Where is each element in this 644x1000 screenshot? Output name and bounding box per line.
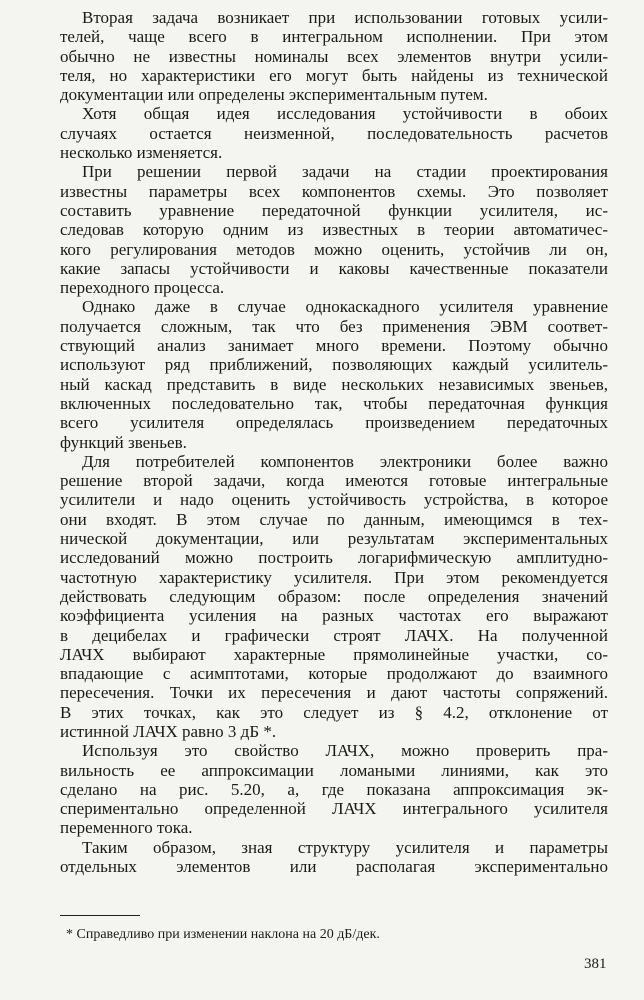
text-line: ствующий анализ занимает много времени. Поэтому обычно	[60, 336, 608, 356]
text-line: исследований можно построить логарифмическую амплитудно-	[60, 548, 608, 568]
text-line: ный каскад представить в виде нескольких независимых звеньев,	[60, 374, 608, 394]
text-line: какие запасы устойчивости и каковы качественные показатели	[60, 258, 608, 278]
text-line: следовав которую одним из известных в теории автоматичес-	[60, 220, 608, 240]
text-line: При решении первой задачи на стадии проектирования	[82, 162, 608, 182]
text-line: впадающие с асимптотами, которые продолжают до взаимного	[60, 664, 608, 684]
text-line: составить уравнение передаточной функции усилителя, ис-	[60, 200, 608, 220]
text-line: отдельных элементов или располагая экспериментально	[60, 857, 608, 877]
text-line: телей, чаще всего в интегральном исполнении. При этом	[60, 27, 608, 47]
footnote-rule	[60, 915, 140, 916]
text-line: Используя это свойство ЛАЧХ, можно проверить пра-	[82, 741, 608, 761]
footnote: * Справедливо при изменении наклона на 20 дБ/дек.	[66, 927, 380, 942]
text-line: обычно не известны номиналы всех элементов внутри усили-	[60, 46, 608, 66]
text-line: теля, но характеристики его могут быть найдены из технической	[60, 65, 608, 85]
text-line: действовать следующим образом: после определения значений	[60, 586, 608, 606]
text-line: Для потребителей компонентов электроники более важно	[82, 451, 608, 471]
text-line: вильность ее аппроксимации ломаными линиями, как это	[60, 760, 608, 780]
text-line: частотную характеристику усилителя. При этом рекомендуется	[60, 567, 608, 587]
text-line: несколько изменяется.	[60, 143, 223, 163]
text-line: документации или определены экспериментальным путем.	[60, 85, 488, 105]
page-number: 381	[584, 956, 607, 972]
text-line: получается сложным, так что без применения ЭВМ соответ-	[60, 316, 608, 336]
text-line: спериментально определенной ЛАЧХ интегрального усилителя	[60, 799, 608, 819]
text-line: Однако даже в случае однокаскадного усилителя уравнение	[82, 297, 608, 317]
text-line: коэффициента усиления на разных частотах его выражают	[60, 606, 608, 626]
text-line: переходного процесса.	[60, 278, 225, 298]
text-line: В этих точках, как это следует из § 4.2, отклонение от	[60, 702, 608, 722]
text-line: включенных последовательно так, чтобы передаточная функция	[60, 393, 608, 413]
text-line: случаях остается неизменной, последовательность расчетов	[60, 123, 608, 143]
text-line: ЛАЧХ выбирают характерные прямолинейные участки, со-	[60, 644, 608, 664]
text-line: известны параметры всех компонентов схемы. Это позволяет	[60, 181, 608, 201]
text-line: они входят. В этом случае по данным, имеющимся в тех-	[60, 509, 608, 529]
text-line: усилители и надо оценить устойчивость устройства, в которое	[60, 490, 608, 510]
text-line: используют ряд приближений, позволяющих каждый усилитель-	[60, 355, 608, 375]
text-line: кого регулирования методов можно оценить, устойчив ли он,	[60, 239, 608, 259]
text-line: всего усилителя определялась произведением передаточных	[60, 413, 608, 433]
text-line: Хотя общая идея исследования устойчивости в обоих	[82, 104, 608, 124]
text-line: решение второй задачи, когда имеются готовые интегральные	[60, 471, 608, 491]
text-line: сделано на рис. 5.20, а, где показана аппроксимация эк-	[60, 779, 608, 799]
text-line: функций звеньев.	[60, 432, 187, 452]
text-line: Таким образом, зная структуру усилителя и параметры	[82, 837, 608, 857]
text-line: нической документации, или результатам экспериментальных	[60, 529, 608, 549]
text-line: Вторая задача возникает при использовании готовых усили-	[82, 8, 608, 27]
text-line: пересечения. Точки их пересечения и дают частоты сопряжений.	[60, 683, 608, 703]
text-line: переменного тока.	[60, 818, 193, 838]
text-line: истинной ЛАЧХ равно 3 дБ *.	[60, 721, 277, 741]
body-text	[60, 8, 608, 876]
text-line: в децибелах и графически строят ЛАЧХ. На полученной	[60, 625, 608, 645]
